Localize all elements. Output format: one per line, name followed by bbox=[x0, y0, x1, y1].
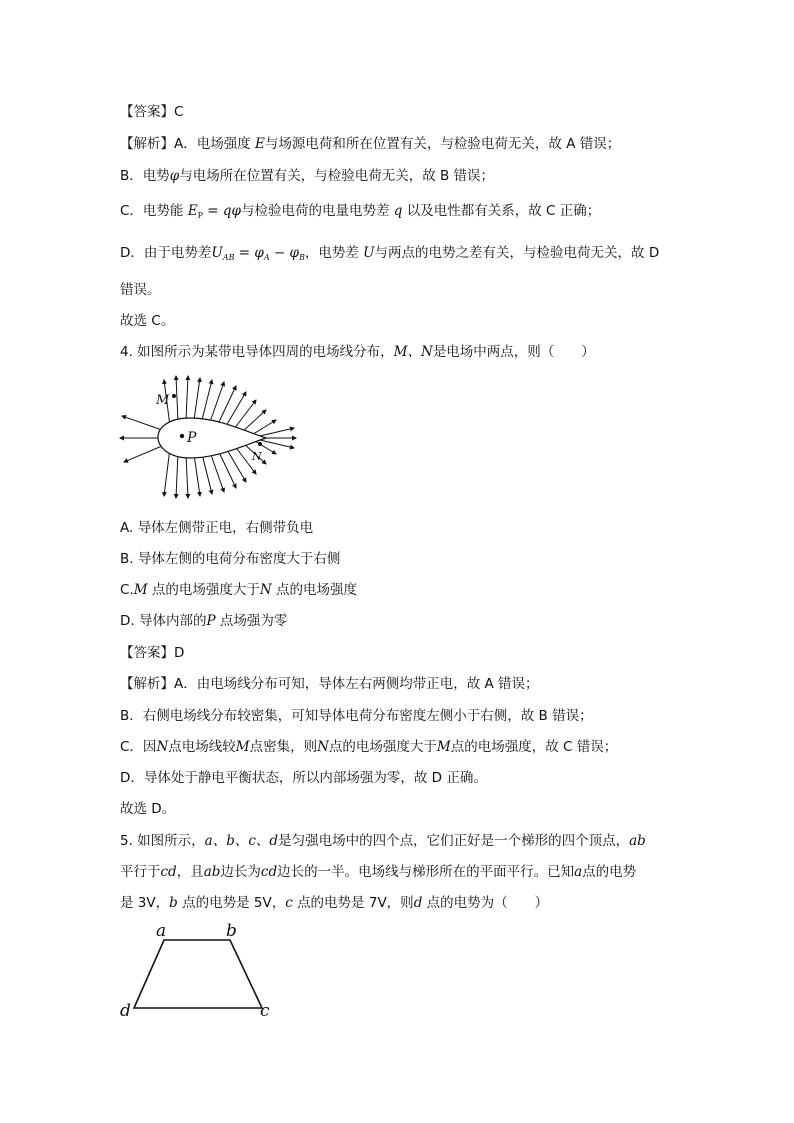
formula-ep: $E_P = q\varphi$ bbox=[187, 203, 241, 220]
label-a: a bbox=[156, 921, 167, 941]
label-n: N bbox=[252, 450, 262, 463]
formula-uab: $U_{AB} = \varphi_A - \varphi_B$ bbox=[211, 245, 305, 262]
label-b: b bbox=[226, 921, 237, 941]
conductor-body bbox=[158, 418, 266, 458]
point-n bbox=[258, 442, 262, 446]
q5-trapezoid-figure bbox=[116, 920, 276, 1024]
q4-field-line-figure bbox=[118, 372, 302, 504]
q3-analysis-b: B．电势φ与电场所在位置有关，与检验电荷无关，故 B 错误； bbox=[120, 168, 495, 184]
q3-analysis-c: C．电势能 $E_P = q\varphi$与检验电荷的电量电势差 q 以及电性都有关系，故 C 正确； bbox=[120, 203, 601, 220]
answer-value: D bbox=[174, 645, 185, 661]
q3-analysis-d-cont: 错误。 bbox=[120, 282, 161, 298]
q4-analysis-d: D．导体处于静电平衡状态，所以内部场强为零，故 D 正确。 bbox=[120, 770, 487, 786]
q3-analysis-d: D．由于电势差$U_{AB} = \varphi_A - \varphi_B$，电势差 U与两点的电势之差有关，与检验电荷无关，故 D bbox=[120, 245, 660, 262]
answer-value: C bbox=[174, 104, 184, 120]
q4-stem: 4. 如图所示为某带电导体四周的电场线分布，M、N是电场中两点，则（ ） bbox=[120, 344, 595, 360]
analysis-tag: 【解析】 bbox=[120, 676, 174, 692]
q3-answer-line bbox=[120, 102, 183, 122]
q4-option-c: C.M 点的电场强度大于N 点的电场强度 bbox=[120, 582, 357, 598]
q3-conclusion: 故选 C。 bbox=[120, 313, 175, 329]
point-p bbox=[180, 434, 184, 438]
q4-analysis-b: B．右侧电场线分布较密集，可知导体电荷分布密度左侧小于右侧，故 B 错误； bbox=[120, 708, 593, 724]
q5-stem-line1: 5. 如图所示，a、b、c、d是匀强电场中的四个点，它们正好是一个梯形的四个顶点，ab bbox=[120, 833, 646, 849]
q4-analysis-a: 【解析】A．由电场线分布可知，导体左右两侧均带正电，故 A 错误； bbox=[120, 676, 539, 692]
q4-answer-line bbox=[120, 643, 184, 663]
answer-tag: 【答案】 bbox=[120, 645, 174, 661]
label-p: P bbox=[187, 430, 197, 446]
q3-analysis-a: 【解析】A．电场强度 E与场源电荷和所在位置有关，与检验电荷无关，故 A 错误； bbox=[120, 136, 621, 152]
q4-conclusion: 故选 D。 bbox=[120, 801, 176, 817]
q4-option-a: A. 导体左侧带正电，右侧带负电 bbox=[120, 520, 314, 536]
analysis-tag: 【解析】 bbox=[120, 136, 174, 152]
point-m bbox=[172, 394, 176, 398]
label-c: c bbox=[260, 1001, 270, 1021]
q4-option-d: D. 导体内部的P 点场强为零 bbox=[120, 613, 288, 629]
label-m: M bbox=[156, 393, 170, 408]
trapezoid-abcd bbox=[134, 940, 262, 1008]
q4-analysis-c: C．因N点电场线较M点密集，则N点的电场强度大于M点的电场强度，故 C 错误； bbox=[120, 739, 618, 755]
answer-tag: 【答案】 bbox=[120, 104, 174, 120]
label-d: d bbox=[120, 1001, 131, 1021]
q4-option-b: B. 导体左侧的电荷分布密度大于右侧 bbox=[120, 551, 341, 567]
q5-stem-line2: 平行于cd，且ab边长为cd边长的一半。电场线与梯形所在的平面平行。已知a点的电势 bbox=[120, 864, 637, 880]
q5-stem-line3: 是 3V，b 点的电势是 5V，c 点的电势是 7V，则d 点的电势为（ ） bbox=[120, 895, 549, 911]
